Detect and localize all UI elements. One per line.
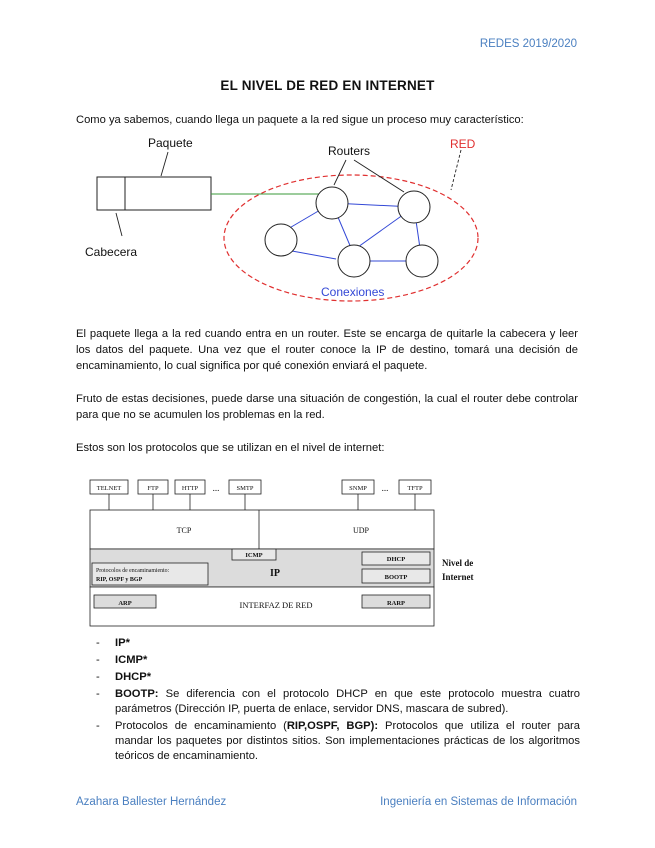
protocol-telnet: TELNET bbox=[96, 485, 122, 492]
list-item: - IP* bbox=[96, 637, 130, 649]
router-node bbox=[265, 224, 297, 256]
router-node bbox=[398, 191, 430, 223]
network-diagram bbox=[76, 132, 496, 304]
connections-label: Conexiones bbox=[321, 285, 385, 299]
routers bbox=[265, 187, 438, 277]
page-title: EL NIVEL DE RED EN INTERNET bbox=[220, 78, 435, 93]
intro-paragraph: Como ya sabemos, cuando llega un paquete a la red sigue un proceso muy característico: bbox=[76, 114, 524, 126]
protocol-tftp: TFTP bbox=[407, 485, 423, 492]
list-item: - Protocolos de encaminamiento (RIP,OSPF, BGP): Protocolos que utiliza el router para mandar los paquetes por distintos sitios. Son implementaciones prácticas de los algoritmos teóricos de encaminamiento. bbox=[96, 720, 580, 762]
routing-title: Protocolos de encaminamiento: bbox=[96, 568, 170, 574]
list-item: - BOOTP: Se diferencia con el protocolo DHCP en que este protocolo muestra cuatro parámetros (Dirección IP, puerta de enlace, servidor DNS, mascara de subred). bbox=[96, 688, 580, 715]
rarp-label: RARP bbox=[386, 600, 406, 607]
protocol-list bbox=[96, 636, 580, 766]
packet-box bbox=[97, 177, 211, 210]
arp-label: ARP bbox=[118, 600, 132, 607]
bootp-label: BOOTP bbox=[384, 574, 408, 581]
router-node bbox=[406, 245, 438, 277]
ellipsis-1: ... bbox=[212, 483, 220, 493]
router-node bbox=[338, 245, 370, 277]
router-node bbox=[316, 187, 348, 219]
course-header: REDES 2019/2020 bbox=[479, 38, 577, 50]
icmp-label: ICMP bbox=[245, 552, 263, 559]
list-item: - ICMP* bbox=[96, 654, 148, 666]
footer-degree: Ingeniería en Sistemas de Información bbox=[380, 796, 577, 808]
ellipsis-2: ... bbox=[381, 483, 389, 493]
level-label-1: Nivel de bbox=[442, 558, 474, 568]
header-label: Cabecera bbox=[85, 245, 138, 259]
paragraph-3: Estos son los protocolos que se utilizan en el nivel de internet: bbox=[76, 442, 385, 454]
list-item: - DHCP* bbox=[96, 671, 152, 683]
protocol-stack-diagram bbox=[86, 475, 496, 631]
dhcp-label: DHCP bbox=[386, 556, 406, 563]
footer-author: Azahara Ballester Hernández bbox=[76, 796, 227, 808]
routing-list: RIP, OSPF y BGP bbox=[96, 577, 143, 583]
udp-label: UDP bbox=[352, 526, 370, 535]
protocol-smtp: SMTP bbox=[236, 485, 254, 492]
tcp-label: TCP bbox=[176, 526, 192, 535]
interface-label: INTERFAZ DE RED bbox=[239, 600, 313, 610]
protocol-http: HTTP bbox=[181, 485, 199, 492]
paragraph-2: Fruto de estas decisiones, puede darse una situación de congestión, la cual el router debe controlar para que no se acumulen los problemas en la red. bbox=[76, 393, 578, 421]
protocol-snmp: SNMP bbox=[349, 485, 367, 492]
packet-label: Paquete bbox=[148, 136, 193, 150]
level-label-2: Internet bbox=[442, 572, 474, 582]
paragraph-1: El paquete llega a la red cuando entra en un router. Este se encarga de quitarle la cabecera y leer los datos del paquete. Una vez que el router conoce la IP de destino, tomará una decisión de encaminamiento, lo cual significa por qué conexión enviará el paquete. bbox=[76, 328, 578, 372]
routers-label: Routers bbox=[328, 144, 371, 158]
network-label: RED bbox=[450, 137, 476, 151]
ip-label: IP bbox=[270, 568, 280, 579]
protocol-ftp: FTP bbox=[147, 485, 159, 492]
